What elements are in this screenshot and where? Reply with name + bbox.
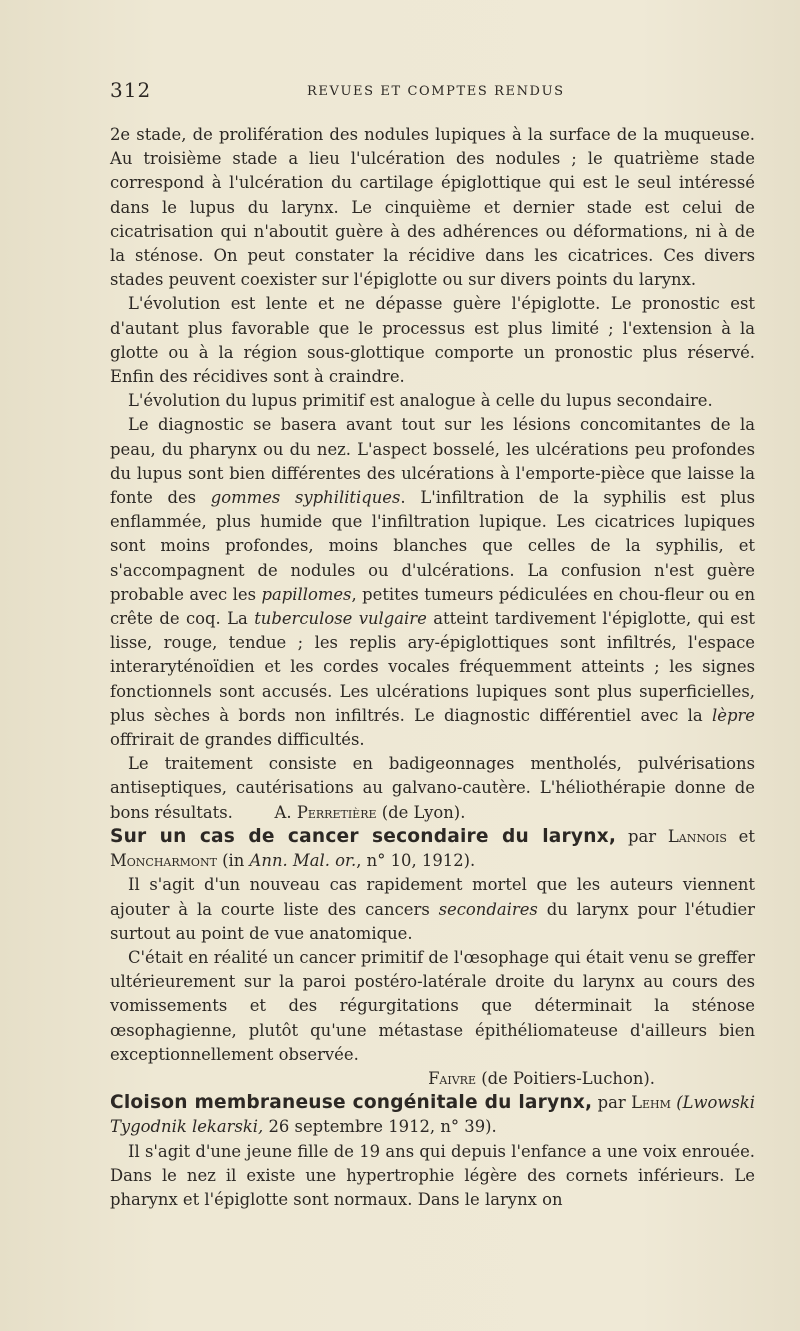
article-title-cloison: Cloison membraneuse congénitale du larynx, bbox=[110, 1092, 593, 1114]
paragraph-primitive-lupus: L'évolution du lupus primitif est analogue à celle du lupus secondaire. bbox=[128, 391, 713, 411]
paragraph-diagnosis: Le diagnostic se basera avant tout sur les lésions concomitantes de la peau, du pharynx ou du nez. L'aspect bosselé, les ulcérations peu profondes du lupus sont bien différentes des ulcérations à l'emporte-pièce que laisse la fonte des gommes syphilitiques. L'infiltration de la syphilis est plus enflammée, plus humide que l'infiltration lupique. Les cicatrices lupiques sont moins profondes, moins blanches que celles de la syphilis, et s'accompagnent de nodules ou d'ulcérations. La confusion n'est guère probable avec les papillomes, petites tumeurs pédiculées en chou-fleur ou en crête de coq. La tuberculose vulgaire atteint tardivement l'épiglotte, qui est lisse, rouge, tendue ; les replis ary-épiglottiques sont infiltrés, l'espace interaryténoïdien et les cordes vocales fréquemment atteints ; les signes fonctionnels sont accusés. Les ulcérations lupiques sont plus superficielles, plus sèches à bords non infiltrés. Le diagnostic différentiel avec la lèpre offrirait de grandes difficultés. bbox=[110, 415, 756, 750]
paragraph-stages: 2e stade, de prolifération des nodules lupiques à la surface de la muqueuse. Au troisième stade a lieu l'ulcération des nodules ; le quatrième stade correspond à l'ulcération du cartilage épiglottique qui est le seul intéressé dans le lupus du larynx. Le cinquième et dernier stade est celui de cicatrisation qui n'aboutit guère à des adhérences ou déformations, ni à de la sténose. On peut constater la récidive dans les cicatrices. Ces divers stades peuvent coexister sur l'épiglotte ou sur divers points du larynx. bbox=[110, 125, 755, 290]
article-title-cancer: Sur un cas de cancer secondaire du larynx, bbox=[110, 825, 617, 847]
page-number: 312 bbox=[110, 78, 152, 102]
paragraph-cloison-case: Il s'agit d'une jeune fille de 19 ans qui depuis l'enfance a une voix enrouée. Dans le nez il existe une hypertrophie légère des cornets inférieurs. Le pharynx et l'épiglotte sont normaux. Dans le larynx on bbox=[110, 1141, 755, 1209]
page-header bbox=[110, 78, 755, 108]
signature-perretiere: A. Perretière (de Lyon). bbox=[274, 802, 466, 822]
paragraph-treatment: Le traitement consiste en badigeonnages mentholés, pulvérisations antiseptiques, cautérisations au galvano-cautère. L'héliothérapie donne de bons résultats. A. Perretière (de Lyon). bbox=[110, 754, 755, 822]
paragraph-cancer-origin: C'était en réalité un cancer primitif de l'œsophage qui était venu se greffer ultérieurement sur la paroi postéro-latérale droite du larynx au cours des vomissements et des régurgitations que déterminait la sténose œsophagienne, plutôt qu'une métastase épithéliomateuse d'ailleurs bien exceptionnellement observée. bbox=[110, 947, 755, 1064]
paragraph-evolution: L'évolution est lente et ne dépasse guère l'épiglotte. Le pronostic est d'autant plus favorable que le processus est plus limité ; l'extension à la glotte ou à la région sous-glottique comporte un pronostic plus réservé. Enfin des récidives sont à craindre. bbox=[110, 294, 755, 387]
article-heading-cancer: Sur un cas de cancer secondaire du larynx, par Lannois et Moncharmont (in Ann. Mal. or., n° 10, 1912). bbox=[110, 825, 755, 871]
body-text bbox=[110, 123, 755, 1212]
article-heading-cloison: Cloison membraneuse congénitale du larynx, par Lehm (Lwowski Tygodnik lekarski, 26 septembre 1912, n° 39). bbox=[110, 1092, 755, 1137]
paragraph-cancer-case: Il s'agit d'un nouveau cas rapidement mortel que les auteurs viennent ajouter à la courte liste des cancers secondaires du larynx pour l'étudier surtout au point de vue anatomique. bbox=[110, 875, 755, 943]
running-head: REVUES ET COMPTES RENDUS bbox=[307, 84, 565, 99]
signature-faivre: Faivre (de Poitiers-Luchon). bbox=[428, 1068, 655, 1088]
